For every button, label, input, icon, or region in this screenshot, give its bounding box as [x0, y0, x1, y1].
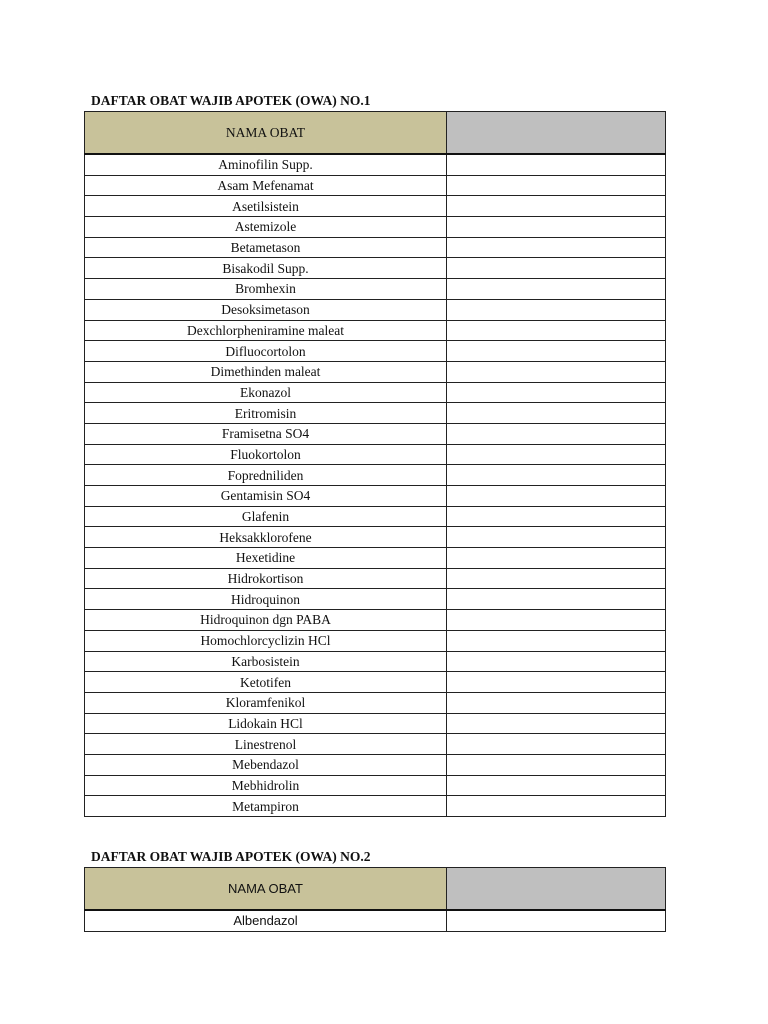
- drug-name-cell: Mebhidrolin: [85, 775, 447, 796]
- table-row: [85, 154, 666, 175]
- table-row: [85, 341, 666, 362]
- drug-name-cell: Astemizole: [85, 217, 447, 238]
- drug-name-cell: Ekonazol: [85, 382, 447, 403]
- drug-name-cell: Heksakklorofene: [85, 527, 447, 548]
- drug-name-cell: Hidroquinon dgn PABA: [85, 610, 447, 631]
- table-row: [85, 672, 666, 693]
- table-row: [85, 217, 666, 238]
- drug-name-cell: Dexchlorpheniramine maleat: [85, 320, 447, 341]
- table-row: [85, 589, 666, 610]
- table-row: [85, 361, 666, 382]
- drug-name-cell: Albendazol: [85, 910, 447, 931]
- blank-cell: [447, 444, 666, 465]
- blank-cell: [447, 589, 666, 610]
- table-row: [85, 279, 666, 300]
- table-row: [85, 237, 666, 258]
- drug-name-cell: Hexetidine: [85, 548, 447, 569]
- table-row: [85, 299, 666, 320]
- blank-cell: [447, 403, 666, 424]
- blank-cell: [447, 651, 666, 672]
- drug-name-cell: Linestrenol: [85, 734, 447, 755]
- table-row: [85, 175, 666, 196]
- drug-name-cell: Desoksimetason: [85, 299, 447, 320]
- table-row: [85, 651, 666, 672]
- table-row: [85, 527, 666, 548]
- blank-cell: [447, 299, 666, 320]
- drug-name-cell: Fopredniliden: [85, 465, 447, 486]
- blank-cell: [447, 237, 666, 258]
- table-row: [85, 796, 666, 817]
- table-row: [85, 775, 666, 796]
- drug-name-cell: Lidokain HCl: [85, 713, 447, 734]
- blank-cell: [447, 630, 666, 651]
- table-row: [85, 610, 666, 631]
- blank-cell: [447, 486, 666, 507]
- blank-cell: [447, 320, 666, 341]
- drug-name-cell: Aminofilin Supp.: [85, 154, 447, 175]
- drug-name-cell: Eritromisin: [85, 403, 447, 424]
- drug-name-cell: Asam Mefenamat: [85, 175, 447, 196]
- blank-cell: [447, 465, 666, 486]
- drug-name-cell: Glafenin: [85, 506, 447, 527]
- table-row: [85, 382, 666, 403]
- table-row: [85, 444, 666, 465]
- table2: [84, 867, 666, 932]
- table2-header-blank: [447, 868, 666, 911]
- table2-header-name: NAMA OBAT: [85, 868, 447, 911]
- table-row: [85, 403, 666, 424]
- blank-cell: [447, 175, 666, 196]
- drug-name-cell: Bisakodil Supp.: [85, 258, 447, 279]
- drug-name-cell: Ketotifen: [85, 672, 447, 693]
- drug-name-cell: Metampiron: [85, 796, 447, 817]
- drug-name-cell: Fluokortolon: [85, 444, 447, 465]
- blank-cell: [447, 341, 666, 362]
- blank-cell: [447, 672, 666, 693]
- drug-name-cell: Difluocortolon: [85, 341, 447, 362]
- blank-cell: [447, 258, 666, 279]
- blank-cell: [447, 692, 666, 713]
- table1-header-blank: [447, 112, 666, 155]
- drug-name-cell: Asetilsistein: [85, 196, 447, 217]
- table-row: [85, 734, 666, 755]
- table-row: [85, 910, 666, 931]
- table-row: [85, 692, 666, 713]
- blank-cell: [447, 361, 666, 382]
- blank-cell: [447, 527, 666, 548]
- table-row: [85, 713, 666, 734]
- blank-cell: [447, 154, 666, 175]
- blank-cell: [447, 217, 666, 238]
- table1-header-name: NAMA OBAT: [85, 112, 447, 155]
- drug-name-cell: Homochlorcyclizin HCl: [85, 630, 447, 651]
- table-row: [85, 196, 666, 217]
- table-row: [85, 465, 666, 486]
- table-row: [85, 506, 666, 527]
- blank-cell: [447, 796, 666, 817]
- blank-cell: [447, 610, 666, 631]
- blank-cell: [447, 713, 666, 734]
- drug-name-cell: Framisetna SO4: [85, 423, 447, 444]
- table1: [84, 111, 666, 817]
- table-row: [85, 320, 666, 341]
- drug-name-cell: Kloramfenikol: [85, 692, 447, 713]
- blank-cell: [447, 910, 666, 931]
- blank-cell: [447, 423, 666, 444]
- drug-name-cell: Hidrokortison: [85, 568, 447, 589]
- table-row: [85, 548, 666, 569]
- blank-cell: [447, 775, 666, 796]
- drug-name-cell: Hidroquinon: [85, 589, 447, 610]
- blank-cell: [447, 548, 666, 569]
- blank-cell: [447, 734, 666, 755]
- drug-name-cell: Karbosistein: [85, 651, 447, 672]
- table-row: [85, 568, 666, 589]
- table-row: [85, 630, 666, 651]
- drug-name-cell: Mebendazol: [85, 754, 447, 775]
- drug-name-cell: Bromhexin: [85, 279, 447, 300]
- blank-cell: [447, 279, 666, 300]
- blank-cell: [447, 196, 666, 217]
- blank-cell: [447, 754, 666, 775]
- table-row: [85, 423, 666, 444]
- drug-name-cell: Betametason: [85, 237, 447, 258]
- table-row: [85, 486, 666, 507]
- blank-cell: [447, 506, 666, 527]
- table-row: [85, 754, 666, 775]
- table1-title: DAFTAR OBAT WAJIB APOTEK (OWA) NO.1: [91, 93, 371, 108]
- drug-name-cell: Dimethinden maleat: [85, 361, 447, 382]
- blank-cell: [447, 382, 666, 403]
- table2-title: DAFTAR OBAT WAJIB APOTEK (OWA) NO.2: [91, 849, 371, 864]
- blank-cell: [447, 568, 666, 589]
- drug-name-cell: Gentamisin SO4: [85, 486, 447, 507]
- table-row: [85, 258, 666, 279]
